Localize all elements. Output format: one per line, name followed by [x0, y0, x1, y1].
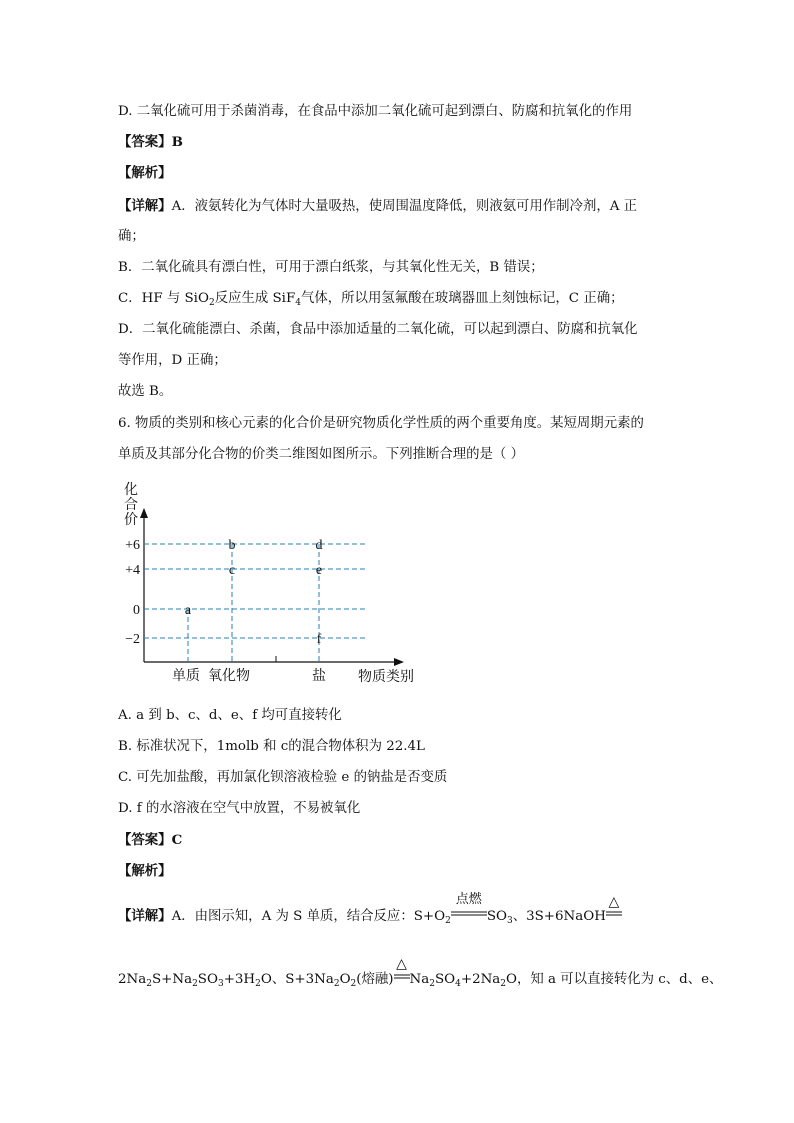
point-b: b — [228, 538, 236, 553]
eq-sub: 2 — [350, 979, 357, 989]
q5-answer — [118, 132, 183, 152]
q5-conclusion: 故选 B。 — [118, 384, 173, 399]
eq-part: O — [339, 972, 351, 987]
detail-c-sub1: 2 — [208, 298, 215, 308]
q6-option-c: C. 可先加盐酸，再加氯化钡溶液检验 e 的钠盐是否变质 — [118, 770, 448, 785]
eq-sub: 2 — [192, 979, 198, 989]
o2-subscript: 2 — [445, 916, 451, 926]
point-a: a — [184, 603, 192, 618]
q5-detail-d-line1: D．二氧化硫能漂白、杀菌，食品中添加适量的二氧化硫，可以起到漂白、防腐和抗氧化 — [118, 322, 638, 337]
detail-label: 【详解】 — [118, 198, 172, 214]
y-tick-1: +4 — [125, 563, 140, 578]
eq-sub: 2 — [146, 979, 152, 989]
point-c: c — [228, 563, 236, 578]
x-tick-2: 盐 — [312, 669, 326, 684]
y-axis-arrow — [140, 508, 148, 518]
x-tick-labels — [172, 667, 326, 684]
y-tick-2: 0 — [133, 603, 140, 618]
eq-sub: 3 — [217, 979, 224, 989]
detail-c-sub2: 4 — [295, 298, 301, 308]
eq-part: +2Na — [460, 972, 501, 987]
q6-option-a: A. a 到 b、c、d、e、f 均可直接转化 — [118, 708, 342, 723]
detail-label: 【详解】 — [118, 908, 172, 924]
y-axis-label-char: 价 — [124, 513, 138, 528]
heat-symbol: △ — [608, 894, 620, 910]
so3-subscript: 3 — [506, 916, 513, 926]
eq-part: Na — [409, 972, 430, 987]
x-tick-1: 氧化物 — [208, 669, 250, 684]
detail-c-post: 气体，所以用氢氟酸在玻璃器皿上刻蚀标记，C 正确； — [301, 291, 624, 306]
answer-label: 【答案】 — [118, 134, 172, 150]
q5-detail-a-line2: 确； — [118, 229, 145, 244]
detail-text: A．由图示知，A 为 S 单质，结合反应：S+O — [171, 909, 446, 924]
detail-c-mid: 反应生成 SiF — [214, 291, 296, 306]
q6-detail-line1 — [118, 892, 622, 927]
eq-part: O、S+3Na — [260, 972, 334, 987]
eq-part: SO — [197, 972, 218, 987]
double-line — [606, 910, 622, 918]
answer-value: B — [171, 134, 183, 150]
heat-arrow-2 — [394, 956, 410, 985]
detail-c-pre: C．HF 与 SiO — [118, 291, 209, 306]
q5-analysis-label: 【解析】 — [118, 165, 172, 181]
naoh-reaction: 、3S+6NaOH — [512, 909, 606, 924]
x-axis-label: 物质类别 — [358, 670, 414, 685]
eq-part: +3H — [223, 972, 256, 987]
q6-stem-line1: 6. 物质的类别和核心元素的化合价是研究物质化学性质的两个重要角度。某短周期元素的 — [118, 416, 644, 431]
q5-detail-d-line2: 等作用，D 正确； — [118, 353, 227, 368]
y-axis-label — [124, 482, 138, 528]
y-tick-3: −2 — [125, 632, 140, 647]
q5-detail-a-line1 — [118, 196, 637, 217]
eq-sub: 2 — [333, 979, 340, 989]
eq-part: S+Na — [151, 972, 193, 987]
q6-detail-line2 — [118, 956, 723, 990]
prev-option-d: D. 二氧化硫可用于杀菌消毒，在食品中添加二氧化硫可起到漂白、防腐和抗氧化的作用 — [118, 104, 633, 119]
data-points — [185, 538, 323, 647]
valence-class-figure — [112, 478, 422, 688]
eq-sub: 2 — [429, 979, 435, 989]
y-tick-0: +6 — [125, 538, 140, 553]
q6-option-b: B. 标准状况下，1molb 和 c的混合物体积为 22.4L — [118, 739, 425, 754]
eq-sub: 2 — [500, 979, 507, 989]
answer-value: C — [171, 832, 183, 848]
x-tick-0: 单质 — [172, 669, 200, 684]
answer-label: 【答案】 — [118, 832, 172, 848]
point-d: d — [315, 538, 323, 553]
double-line — [394, 973, 410, 981]
ignite-arrow — [451, 892, 487, 922]
eq-part: (熔融) — [356, 972, 394, 987]
so3-text: SO — [486, 909, 507, 924]
y-tick-labels — [125, 538, 140, 647]
q6-analysis-label: 【解析】 — [118, 863, 172, 879]
q6-answer — [118, 830, 182, 850]
double-line — [451, 910, 487, 918]
y-axis-label-char: 合 — [124, 498, 138, 513]
q6-stem-line2: 单质及其部分化合物的价类二维图如图所示。下列推断合理的是（ ） — [118, 447, 524, 462]
eq-part: SO — [434, 972, 456, 987]
heat-symbol: △ — [396, 956, 407, 972]
q6-option-d: D. f 的水溶液在空气中放置，不易被氧化 — [118, 801, 361, 816]
eq-part: O，知 a 可以直接转化为 c、d、e、 — [506, 972, 723, 987]
eq-sub: 4 — [455, 979, 461, 989]
eq-sub: 2 — [255, 979, 261, 989]
point-f: f — [316, 632, 322, 647]
x-axis-arrow — [394, 658, 404, 666]
eq-part: 2Na — [118, 972, 147, 987]
y-axis-label-char: 化 — [124, 483, 138, 498]
q5-detail-b: B．二氧化硫具有漂白性，可用于漂白纸浆，与其氧化性无关，B 错误； — [118, 260, 544, 275]
q5-detail-c — [118, 289, 624, 309]
ignite-condition: 点燃 — [455, 892, 482, 907]
heat-arrow-1 — [606, 894, 622, 922]
detail-a-text: A．液氨转化为气体时大量吸热，使周围温度降低，则液氨可用作制冷剂，A 正 — [171, 199, 638, 214]
dashed-grid — [144, 544, 368, 662]
point-e: e — [315, 563, 323, 578]
